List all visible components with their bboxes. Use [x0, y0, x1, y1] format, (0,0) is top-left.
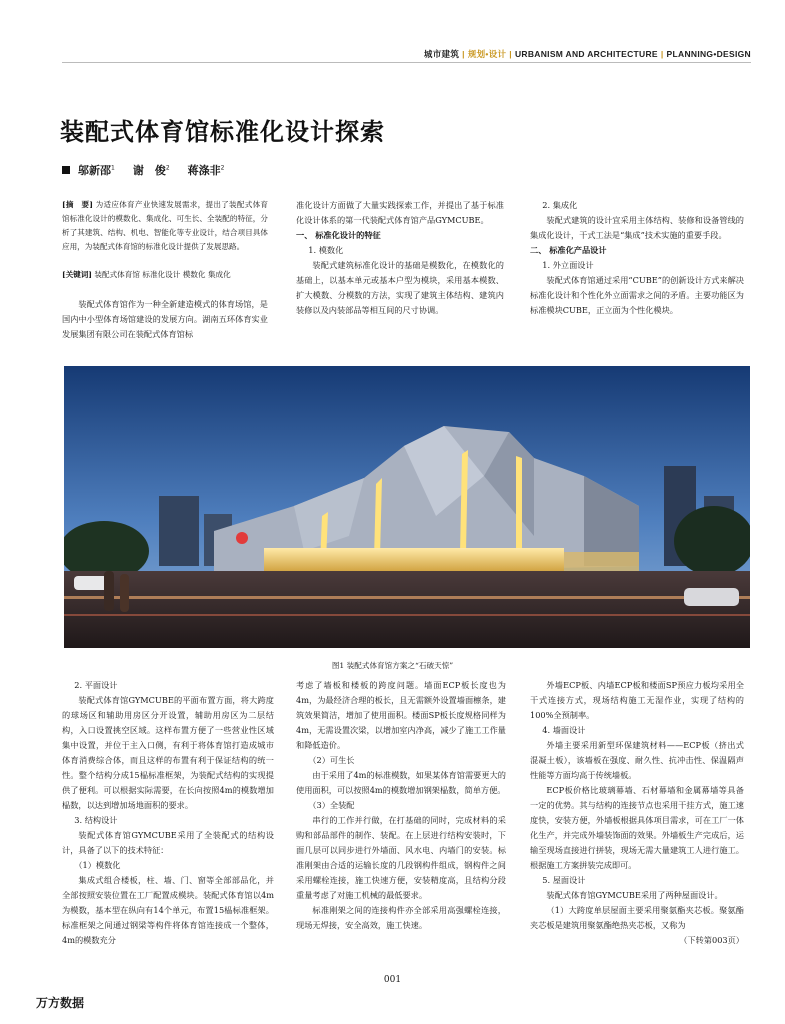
body-paragraph: （1）大跨度单层屋面主要采用聚氨酯夹芯板。聚氨酯夹芯板是建筑用聚氨酯绝热夹芯板，又称为	[530, 905, 744, 930]
author-2: 谢 俊$^2$	[132, 164, 170, 177]
figure-caption: 图1 装配式体育馆方案之“石破天惊”	[331, 661, 454, 670]
abstract	[62, 198, 268, 254]
body-paragraph: 装配式体育馆GYMCUBE采用了全装配式的结构设计，具备了以下的技术特征：	[62, 830, 274, 855]
running-header	[424, 48, 751, 60]
subsection-heading: 4. 墙面设计	[542, 725, 586, 735]
column-3-lower	[530, 678, 744, 948]
author-3: 蒋涤非$^2$	[187, 164, 225, 177]
column-2-lower	[296, 678, 506, 933]
header-journal: 城市建筑	[423, 49, 460, 59]
body-paragraph: 外墙主要采用新型环保建筑材料——ECP板（挤出式混凝土板），该墙板在强度、耐久性、抗冲击性、保温隔声性能等方面均高于传统墙板。	[530, 740, 744, 780]
section-2-1-heading: 1. 外立面设计	[542, 260, 594, 270]
header-section: 规划•设计	[467, 49, 507, 59]
body-paragraph: 装配式体育馆GYMCUBE采用了两种屋面设计。	[546, 890, 723, 900]
article-title: 装配式体育馆标准化设计探索	[60, 118, 385, 146]
body-paragraph: 考虑了墙板和楼板的跨度问题。墙面ECP板长度也为4m，为最经济合理的板长，且无需额外设置墙面檩条，建筑效果简洁，增加了使用面积。楼面SP板长度规格同样为4m，无需设置次梁，以增加室内净高，减少了施工工作量和降低造价。	[296, 680, 506, 750]
section-1-heading: 一、 标准化设计的特征	[296, 230, 381, 240]
section-2-heading: 二、 标准化产品设计	[530, 245, 607, 255]
keywords	[62, 268, 268, 282]
header-rule	[62, 62, 751, 63]
subsection-heading: （3）全装配	[308, 800, 355, 810]
header-separator: |	[509, 49, 512, 59]
column-2-upper	[296, 198, 504, 318]
source-watermark: 万方数据	[36, 996, 85, 1010]
body-paragraph: 装配式体育馆GYMCUBE的平面布置方面，将大跨度的球场区和辅助用房区分开设置，辅助用房区为二层结构，入口设置挑空区域。这样布置方便了一些营业性区域集中设置，并位于主入口侧，有利于将体育馆打造成城市体育消费综合体，而且这样的布置有利于保证结构的统一性。整个结构分成15榀标准框架，为装配式结构的实现提供了便利。可以根据实际需要，在长向按照4m的模数增加榀数，以达到增加场地面积的要求。	[62, 695, 274, 810]
keywords-label: [关键词]	[62, 270, 92, 279]
subsection-heading: 5. 屋面设计	[542, 875, 586, 885]
abstract-label: [摘 要]	[62, 200, 93, 209]
gymnasium-rendering	[64, 366, 750, 648]
column-1-lower	[62, 678, 274, 948]
abstract-text: 为适应体育产业快速发展需求，提出了装配式体育馆标准化设计的模数化、集成化、可生长、全装配的特征，分析了其建筑、结构、机电、智能化等专业设计，结合项目具体应用，为装配式体育馆的标准化设计提供了发展思路。	[62, 200, 269, 251]
author-1: 邬新邵$^1$	[78, 164, 115, 177]
body-paragraph: 标准刚架之间的连接构件亦全部采用高强螺栓连接，现场无焊接，安全高效，施工快速。	[296, 905, 506, 930]
header-separator: |	[660, 49, 664, 59]
body-paragraph: （下转第003页）	[679, 935, 744, 945]
subsection-heading: 2. 平面设计	[74, 680, 118, 690]
keywords-text: 装配式体育馆 标准化设计 模数化 集成化	[94, 270, 231, 279]
header-journal-en: URBANISM AND ARCHITECTURE	[514, 49, 658, 59]
column-1-upper	[62, 198, 268, 342]
section-1-1-heading: 1. 模数化	[308, 245, 344, 255]
header-section-en: PLANNING•DESIGN	[666, 49, 751, 59]
subsection-heading: （2）可生长	[308, 755, 355, 765]
column-3-upper	[530, 198, 744, 318]
intro-paragraph: 装配式体育馆作为一种全新建造模式的体育场馆，是国内中小型体育场馆建设的发展方向。湖南五环体育实业发展集团有限公司在装配式体育馆标	[62, 299, 268, 339]
body-paragraph: 串行的工作并行做，在打基础的同时，完成材料的采购和部品部件的制作、装配。在上层进行结构安装时，下面几层可以同步进行外墙面、风水电、内墙门的安装。标准刚架由合适的运输长度的几段钢构件组成，钢构件之间采用螺栓连接，施工快速方便，安装精度高，且结构分段重量考虑了对施工机械的最低要求。	[296, 815, 506, 900]
section-1-2-heading: 2. 集成化	[542, 200, 578, 210]
subsection-heading: （1）模数化	[74, 860, 121, 870]
intro-continued: 准化设计方面做了大量实践探索工作，并提出了基于标准化设计体系的第一代装配式体育馆产品GYMCUBE。	[296, 200, 504, 225]
header-separator: |	[462, 49, 465, 59]
body-paragraph: 外墙ECP板、内墙ECP板和楼面SP预应力板均采用全干式连接方式，现场结构施工无湿作业，实现了结构的100%全预制率。	[530, 680, 744, 720]
subsection-heading: 3. 结构设计	[74, 815, 118, 825]
body-paragraph: 集成式组合楼板，柱、墙、门、窗等全部部品化，并全部按照安装位置在工厂配置成模块。装配式体育馆以4m为模数，基本型在纵向有14个单元，布置15榀标准框架。标准框架之间通过钢梁等构件将体育馆连接成一个整体，4m的模数充分	[62, 875, 274, 945]
page-number: 001	[383, 975, 402, 985]
figure-1-photo	[64, 366, 750, 648]
section-1-1-text: 装配式建筑标准化设计的基础是模数化，在模数化的基础上，以基本单元或基本户型为模块，采用基本模数、扩大模数、分模数的方法，实现了建筑主体结构、建筑内装修以及内装部品等相互间的尺寸协调。	[296, 260, 504, 315]
body-paragraph: 由于采用了4m的标准模数，如果某体育馆需要更大的使用面积，可以按照4m的模数增加钢架榀数，简单方便。	[296, 770, 506, 795]
section-1-2-text: 装配式建筑的设计宜采用主体结构、装修和设备管线的集成化设计，干式工法是“集成”技术实施的重要手段。	[530, 215, 744, 240]
section-2-1-text: 装配式体育馆通过采用“CUBE”的创新设计方式来解决标准化设计和个性化外立面需求之间的矛盾。主要功能区为标准模块CUBE，正立面为个性化模块。	[530, 275, 744, 315]
author-marker-icon	[62, 166, 70, 174]
author-line	[62, 162, 224, 178]
body-paragraph: ECP板价格比玻璃幕墙、石材幕墙和金属幕墙等具备一定的优势。其与结构的连接节点也采用干挂方式，施工速度快，安装方便，外墙板根据具体项目需求，可在工厂一体化生产，并完成外墙装饰面的效果。外墙板生产完成后，运输至现场直接进行拼装，现场无需大量建筑工人进行施工。根据施工方案拼装完成即可。	[530, 785, 744, 870]
